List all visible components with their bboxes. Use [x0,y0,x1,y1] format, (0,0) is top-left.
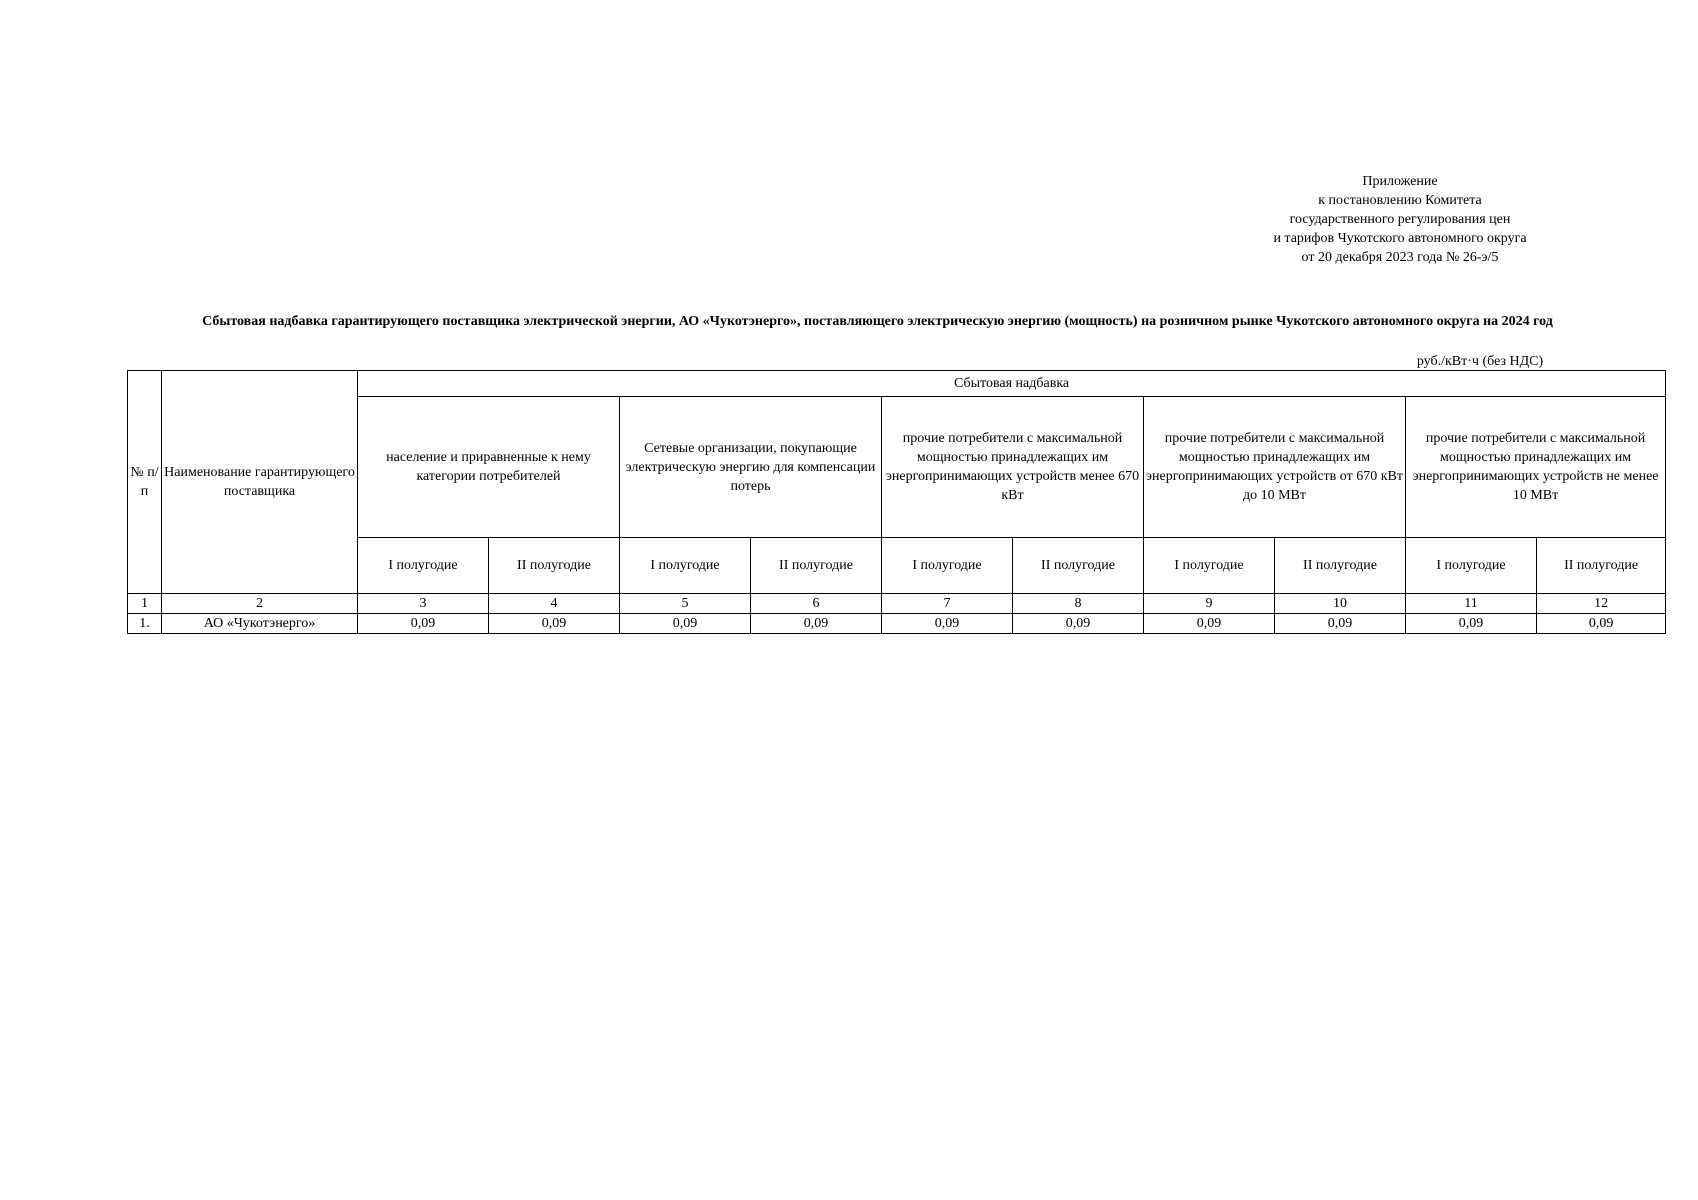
appendix-line: от 20 декабря 2023 года № 26-э/5 [1301,250,1499,265]
column-number: 12 [1537,594,1666,614]
appendix-line: к постановлению Комитета [1318,193,1482,208]
half-first-header: I полугодие [620,538,751,594]
value-cell: 0,09 [1537,614,1666,634]
value-cell: 0,09 [358,614,489,634]
appendix-line: Приложение [1362,174,1438,189]
column-number: 9 [1144,594,1275,614]
column-number: 8 [1013,594,1144,614]
column-number: 11 [1406,594,1537,614]
value-cell: 0,09 [620,614,751,634]
tariff-table [127,370,1666,634]
category-header: прочие потребители с максимальной мощностью принадлежащих им энергопринимающих устройств не менее 10 МВт [1406,397,1666,538]
column-number: 3 [358,594,489,614]
appendix-line: государственного регулирования цен [1289,212,1511,227]
table-row [128,614,1666,634]
header-row-categories [128,397,1666,538]
column-number: 5 [620,594,751,614]
half-second-header: II полугодие [489,538,620,594]
column-number-row [128,594,1666,614]
half-first-header: I полугодие [1406,538,1537,594]
column-number: 4 [489,594,620,614]
document-title: Сбытовая надбавка гарантирующего поставщика электрической энергии, АО «Чукотэнерго», поставляющего электрическую энергию (мощность) на розничном рынке Чукотского автономного округа на 2024 год [202,314,1553,329]
half-second-header: II полугодие [1537,538,1666,594]
value-cell: 0,09 [1144,614,1275,634]
header-row-group [128,371,1666,397]
value-cell: 0,09 [1013,614,1144,634]
appendix-block [1240,172,1560,267]
value-cell: 0,09 [489,614,620,634]
appendix-line: и тарифов Чукотского автономного округа [1273,231,1527,246]
category-header: прочие потребители с максимальной мощностью принадлежащих им энергопринимающих устройств от 670 кВт до 10 МВт [1144,397,1406,538]
value-cell: 0,09 [882,614,1013,634]
column-number: 1 [128,594,162,614]
header-row-halfyears [128,538,1666,594]
half-first-header: I полугодие [358,538,489,594]
value-cell: 0,09 [1275,614,1406,634]
category-header: Сетевые организации, покупающие электрическую энергию для компенсации потерь [620,397,882,538]
column-number: 7 [882,594,1013,614]
value-cell: 0,09 [751,614,882,634]
half-first-header: I полугодие [882,538,1013,594]
column-number: 2 [162,594,358,614]
col-num-header: № п/п [128,371,162,594]
value-cell: 0,09 [1406,614,1537,634]
units-label: руб./кВт·ч (без НДС) [1416,354,1544,369]
column-number: 10 [1275,594,1406,614]
supplier-name: АО «Чукотэнерго» [162,614,358,634]
half-second-header: II полугодие [1013,538,1144,594]
category-header: прочие потребители с максимальной мощностью принадлежащих им энергопринимающих устройств менее 670 кВт [882,397,1144,538]
column-number: 6 [751,594,882,614]
group-header: Сбытовая надбавка [358,371,1666,397]
half-second-header: II полугодие [1275,538,1406,594]
row-number: 1. [128,614,162,634]
half-second-header: II полугодие [751,538,882,594]
col-name-header: Наименование гарантирующего поставщика [162,371,358,594]
category-header: население и приравненные к нему категории потребителей [358,397,620,538]
half-first-header: I полугодие [1144,538,1275,594]
